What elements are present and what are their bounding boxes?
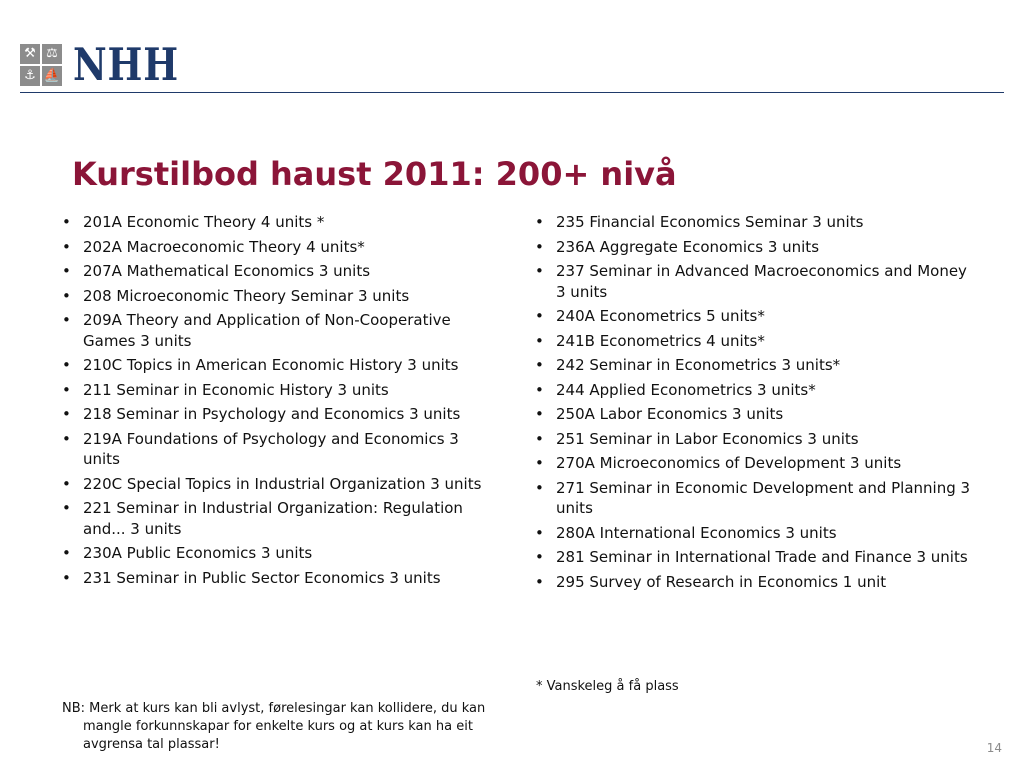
course-label: 207A Mathematical Economics 3 units	[83, 262, 371, 280]
bullet-icon: •	[535, 331, 544, 350]
disclaimer-note: NB: Merk at kurs kan bli avlyst, førelesingar kan kollidere, du kan mangle forkunnskapar for enkelte kurs og at kurs kan ha eit avgrensa tal plassar!	[62, 701, 486, 752]
course-item	[62, 543, 492, 564]
course-item	[535, 547, 975, 568]
course-label: 218 Seminar in Psychology and Economics 3 units	[83, 405, 461, 423]
course-label: 240A Econometrics 5 units*	[556, 307, 765, 325]
course-item	[62, 212, 492, 233]
course-item	[62, 474, 492, 495]
course-item	[62, 355, 492, 376]
course-item	[535, 404, 975, 425]
bullet-icon: •	[535, 380, 544, 399]
bullet-icon: •	[535, 213, 544, 231]
course-item	[535, 380, 975, 401]
header-divider	[20, 92, 1004, 93]
bullet-icon: •	[535, 572, 544, 591]
course-label: 236A Aggregate Economics 3 units	[556, 237, 820, 256]
bullet-icon: •	[62, 213, 71, 231]
course-item	[62, 498, 492, 539]
course-label: 244 Applied Econometrics 3 units*	[556, 380, 816, 399]
anchor-icon: ⚓	[20, 66, 40, 86]
bullet-icon: •	[62, 544, 71, 562]
bullet-icon: •	[535, 237, 544, 256]
logo-wordmark: NHH	[73, 38, 179, 91]
bullet-icon: •	[62, 568, 71, 587]
course-label: 250A Labor Economics 3 units	[556, 405, 784, 423]
course-item	[535, 453, 975, 474]
bullet-icon: •	[535, 548, 544, 566]
scales-icon: ⚖	[42, 44, 62, 64]
course-item	[535, 261, 975, 302]
ship-icon: ⛵	[42, 66, 62, 86]
course-list-left	[62, 212, 492, 592]
bullet-icon: •	[535, 478, 544, 497]
course-label: 237 Seminar in Advanced Macroeconomics and Money 3 units	[556, 262, 967, 301]
bullet-icon: •	[535, 307, 544, 325]
course-label: 251 Seminar in Labor Economics 3 units	[556, 429, 859, 448]
course-item	[62, 261, 492, 282]
bullet-icon: •	[62, 311, 71, 329]
course-item	[535, 478, 975, 519]
course-label: 295 Survey of Research in Economics 1 unit	[556, 572, 887, 591]
course-item	[62, 237, 492, 258]
bullet-icon: •	[62, 429, 71, 448]
course-item	[535, 237, 975, 258]
course-item	[62, 568, 492, 589]
course-label: 270A Microeconomics of Development 3 units	[556, 454, 902, 472]
course-label: 280A International Economics 3 units	[556, 523, 837, 542]
course-item	[535, 355, 975, 376]
nhh-logo	[20, 38, 202, 91]
bullet-icon: •	[535, 454, 544, 472]
course-item	[535, 331, 975, 352]
course-label: 208 Microeconomic Theory Seminar 3 units	[83, 286, 410, 305]
page-number: 14	[986, 741, 1002, 755]
course-label: 271 Seminar in Economic Development and Planning 3 units	[556, 478, 971, 517]
bullet-icon: •	[62, 405, 71, 423]
crossed-tools-icon: ⚒	[20, 44, 40, 64]
course-label: 230A Public Economics 3 units	[83, 544, 313, 562]
course-item	[62, 310, 492, 351]
course-label: 281 Seminar in International Trade and Finance 3 units	[556, 548, 968, 566]
slide-title: Kurstilbod haust 2011: 200+ nivå	[72, 155, 677, 193]
course-label: 219A Foundations of Psychology and Economics 3 units	[83, 429, 459, 468]
course-item	[535, 212, 975, 233]
course-label: 221 Seminar in Industrial Organization: Regulation and... 3 units	[83, 499, 463, 538]
footnote: * Vanskeleg å få plass	[536, 679, 679, 694]
bullet-icon: •	[535, 262, 544, 280]
course-label: 202A Macroeconomic Theory 4 units*	[83, 237, 365, 256]
course-list-right	[535, 212, 975, 596]
course-label: 231 Seminar in Public Sector Economics 3 units	[83, 568, 441, 587]
bullet-icon: •	[62, 474, 71, 493]
course-label: 210C Topics in American Economic History 3 units	[83, 356, 459, 374]
course-label: 220C Special Topics in Industrial Organization 3 units	[83, 474, 482, 493]
course-item	[535, 572, 975, 593]
bullet-icon: •	[535, 405, 544, 423]
course-label: 235 Financial Economics Seminar 3 units	[556, 213, 864, 231]
course-item	[62, 286, 492, 307]
course-item	[535, 306, 975, 327]
nhh-emblem	[20, 44, 62, 86]
course-label: 211 Seminar in Economic History 3 units	[83, 380, 389, 399]
course-item	[62, 429, 492, 470]
bullet-icon: •	[62, 237, 71, 256]
course-label: 201A Economic Theory 4 units *	[83, 213, 325, 231]
bullet-icon: •	[62, 380, 71, 399]
course-item	[535, 429, 975, 450]
bullet-icon: •	[535, 356, 544, 374]
bullet-icon: •	[535, 523, 544, 542]
course-item	[62, 380, 492, 401]
bullet-icon: •	[535, 429, 544, 448]
course-label: 241B Econometrics 4 units*	[556, 331, 765, 350]
bullet-icon: •	[62, 286, 71, 305]
course-item	[535, 523, 975, 544]
bullet-icon: •	[62, 356, 71, 374]
bullet-icon: •	[62, 262, 71, 280]
bullet-icon: •	[62, 499, 71, 517]
course-label: 209A Theory and Application of Non-Cooperative Games 3 units	[83, 311, 451, 350]
course-item	[62, 404, 492, 425]
course-label: 242 Seminar in Econometrics 3 units*	[556, 356, 841, 374]
